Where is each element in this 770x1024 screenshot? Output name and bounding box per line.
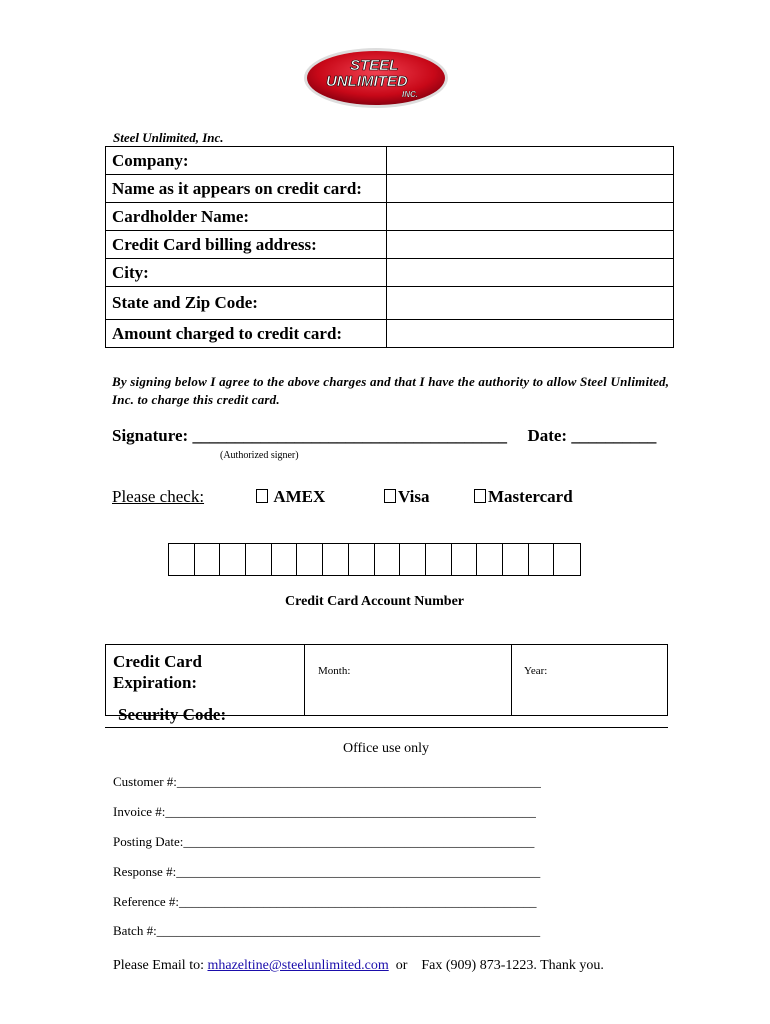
footer-contact (113, 958, 604, 974)
info-row-input[interactable] (386, 259, 673, 287)
expiration-label-line1: Credit Card (113, 652, 202, 671)
account-digit-box[interactable] (426, 544, 452, 575)
info-row (106, 320, 674, 348)
posting-date-field[interactable]: Posting Date:______________________________________________________ (113, 834, 535, 849)
info-row-input[interactable] (386, 231, 673, 259)
expiration-label-line2: Expiration: (113, 673, 198, 692)
info-row (106, 287, 674, 320)
authorization-statement: By signing below I agree to the above charges and that I have the authority to allow Steel Unlimited, Inc. to charge this credit card. (112, 374, 670, 407)
checkbox-icon[interactable] (256, 489, 268, 503)
info-row-input[interactable] (386, 203, 673, 231)
info-row (106, 175, 674, 203)
account-digit-box[interactable] (529, 544, 555, 575)
svg-text:INC.: INC. (402, 90, 418, 99)
invoice-number-field[interactable]: Invoice #:_________________________________________________________ (113, 804, 536, 819)
info-row-input[interactable] (386, 175, 673, 203)
info-row-label: City: (106, 259, 387, 287)
info-row-label: Name as it appears on credit card: (106, 175, 387, 203)
customer-number-field[interactable]: Customer #:________________________________________________________ (113, 774, 541, 789)
company-name: Steel Unlimited, Inc. (113, 130, 224, 145)
info-row (106, 203, 674, 231)
account-digit-box[interactable] (503, 544, 529, 575)
amex-checkbox[interactable] (256, 487, 325, 507)
amex-label: AMEX (273, 487, 326, 506)
account-digit-box[interactable] (400, 544, 426, 575)
signature-label: Signature: _____________________________________ (112, 426, 507, 445)
mastercard-checkbox[interactable] (474, 487, 573, 507)
info-row-input[interactable] (386, 287, 673, 320)
account-digit-box[interactable] (169, 544, 195, 575)
response-number-field[interactable]: Response #:________________________________________________________ (113, 864, 541, 879)
account-digit-box[interactable] (272, 544, 298, 575)
account-digit-box[interactable] (452, 544, 478, 575)
account-digit-box[interactable] (195, 544, 221, 575)
footer-prefix: Please Email to: (113, 958, 208, 973)
svg-text:STEEL: STEEL (350, 57, 399, 74)
info-row-label: Amount charged to credit card: (106, 320, 387, 348)
checkbox-icon[interactable] (474, 489, 486, 503)
svg-text:UNLIMITED: UNLIMITED (326, 73, 408, 90)
signature-line[interactable] (112, 426, 656, 446)
cardholder-info-table (105, 146, 674, 348)
account-digit-box[interactable] (323, 544, 349, 575)
security-code-label: Security Code: (118, 705, 227, 724)
mastercard-label: Mastercard (488, 487, 573, 506)
security-code-field[interactable] (105, 727, 668, 728)
account-digit-box[interactable] (477, 544, 503, 575)
visa-label: Visa (398, 487, 430, 506)
please-check-label: Please check: (112, 487, 205, 506)
month-label: Month: (318, 665, 351, 677)
batch-number-field[interactable]: Batch #:___________________________________________________________ (113, 923, 541, 938)
office-use-title: Office use only (343, 741, 430, 756)
footer-suffix: or Fax (909) 873-1223. Thank you. (388, 958, 604, 973)
info-row (106, 231, 674, 259)
info-row-input[interactable] (386, 320, 673, 348)
info-row-label: State and Zip Code: (106, 287, 387, 320)
account-digit-box[interactable] (297, 544, 323, 575)
year-label: Year: (524, 665, 548, 677)
month-field[interactable] (305, 645, 512, 716)
account-digit-box[interactable] (246, 544, 272, 575)
info-row-label: Company: (106, 147, 387, 175)
account-number-label: Credit Card Account Number (285, 594, 465, 609)
info-row-label: Credit Card billing address: (106, 231, 387, 259)
info-row-label: Cardholder Name: (106, 203, 387, 231)
account-number-boxes[interactable] (168, 543, 581, 576)
account-digit-box[interactable] (349, 544, 375, 575)
authorized-signer-note: (Authorized signer) (220, 450, 299, 461)
year-field[interactable] (512, 645, 668, 716)
checkbox-icon[interactable] (384, 489, 396, 503)
account-digit-box[interactable] (375, 544, 401, 575)
steel-unlimited-logo (302, 46, 450, 110)
account-digit-box[interactable] (220, 544, 246, 575)
info-row (106, 147, 674, 175)
reference-number-field[interactable]: Reference #:_______________________________________________________ (113, 894, 537, 909)
date-label[interactable]: Date: __________ (527, 426, 657, 445)
visa-checkbox[interactable] (384, 487, 430, 507)
info-row-input[interactable] (386, 147, 673, 175)
email-link[interactable]: mhazeltine@steelunlimited.com (207, 958, 389, 973)
account-digit-box[interactable] (554, 544, 580, 575)
info-row (106, 259, 674, 287)
